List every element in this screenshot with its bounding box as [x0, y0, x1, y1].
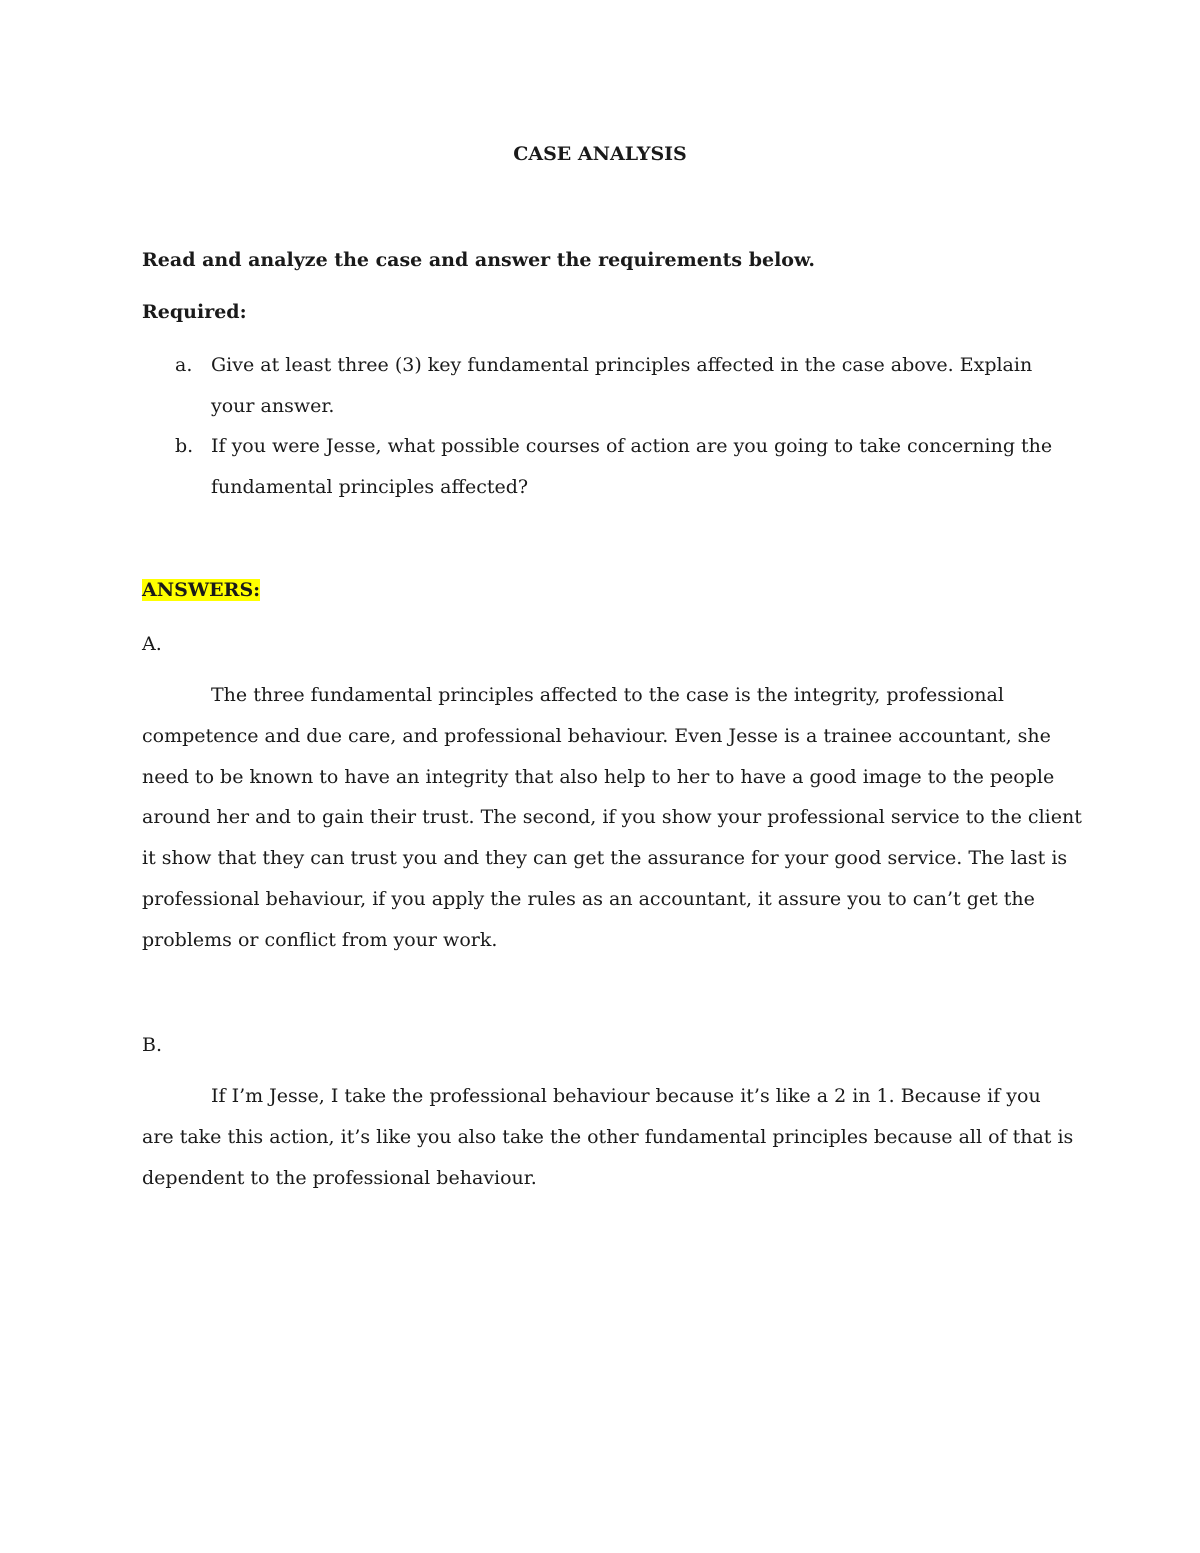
answers-highlight: ANSWERS: — [142, 579, 261, 601]
requirement-a-marker: a. — [175, 354, 193, 376]
instruction-text: Read and analyze the case and answer the requirements below. — [142, 249, 816, 271]
requirement-b-line: If you were Jesse, what possible courses of action are you going to take concerning the — [211, 435, 1053, 457]
answer-a-line: around her and to gain their trust. The second, if you show your professional service to the client — [142, 806, 1082, 828]
requirement-b-marker: b. — [175, 435, 194, 457]
answer-a-line: competence and due care, and professional behaviour. Even Jesse is a trainee accountant, she — [142, 725, 1051, 747]
required-label: Required: — [142, 301, 247, 323]
answer-b-line: dependent to the professional behaviour. — [142, 1167, 537, 1189]
answer-a-line: need to be known to have an integrity that also help to her to have a good image to the people — [142, 766, 1055, 788]
document-title: CASE ANALYSIS — [513, 143, 687, 165]
answer-a-line: The three fundamental principles affected to the case is the integrity, professional — [211, 684, 1004, 706]
requirement-b-line: fundamental principles affected? — [211, 476, 529, 498]
answer-b-label: B. — [142, 1034, 163, 1056]
requirement-a-line: Give at least three (3) key fundamental principles affected in the case above. Explain — [211, 354, 1033, 376]
requirement-a-line: your answer. — [211, 395, 335, 417]
answer-b-line: are take this action, it’s like you also take the other fundamental principles because all of that is — [142, 1126, 1074, 1148]
answer-a-label: A. — [142, 633, 162, 655]
answer-a-line: professional behaviour, if you apply the rules as an accountant, it assure you to can’t get the — [142, 888, 1035, 910]
answer-b-line: If I’m Jesse, I take the professional behaviour because it’s like a 2 in 1. Because if you — [211, 1085, 1041, 1107]
answer-a-line: problems or conflict from your work. — [142, 929, 498, 951]
answers-heading — [142, 579, 260, 601]
answer-a-line: it show that they can trust you and they can get the assurance for your good service. The last is — [142, 847, 1068, 869]
